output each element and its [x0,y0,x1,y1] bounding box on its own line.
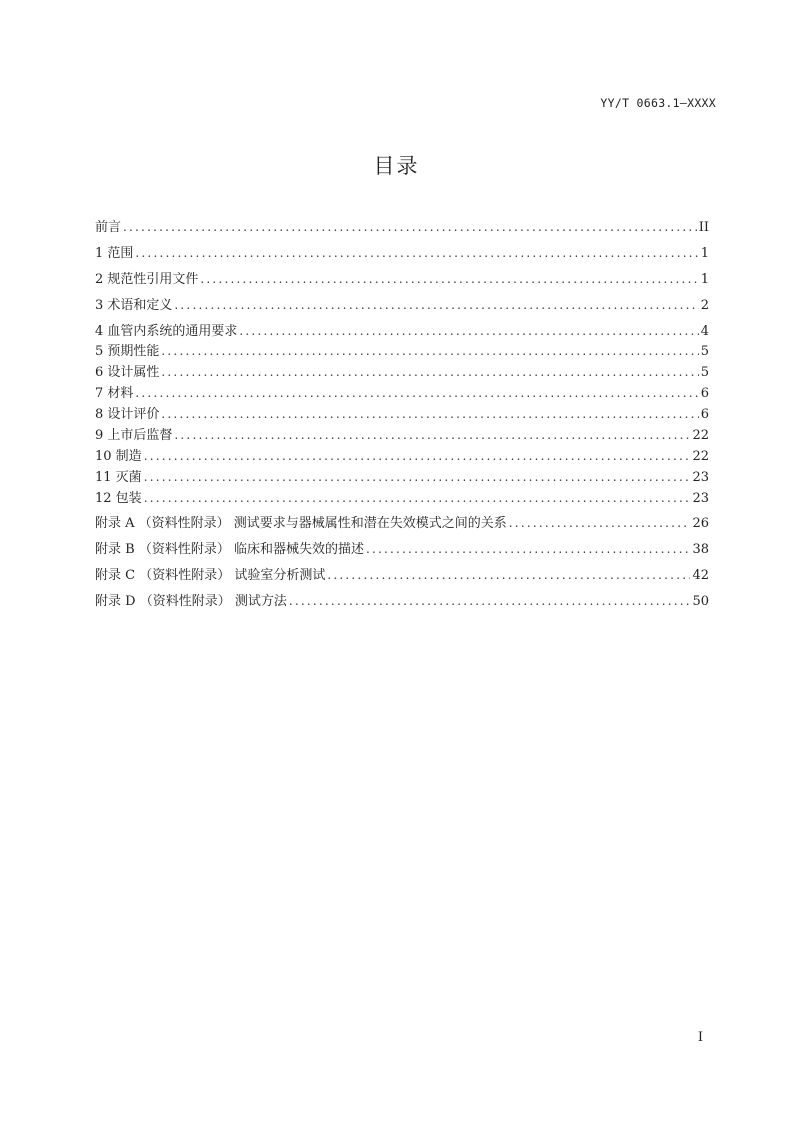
toc-leader-dots [135,244,698,262]
toc-leader-dots [144,468,691,486]
toc-entry-design-attributes[interactable] [95,363,709,381]
toc-leader-dots [123,218,697,236]
toc-entry-intended-performance[interactable] [95,342,709,360]
toc-leader-dots [239,322,698,340]
toc-entry-label: 1 范围 [95,246,134,261]
toc-entry-scope[interactable] [95,244,709,262]
toc-entry-foreword[interactable] [95,218,709,236]
page-title: 目录 [373,154,420,178]
toc-entry-label: 11 灭菌 [95,470,142,485]
toc-entry-label: 前言 [95,220,122,235]
toc-entry-label: 8 设计评价 [95,407,160,422]
toc-entry-general-requirements[interactable] [95,322,709,340]
toc-entry-label: 附录 C （资料性附录） 试验室分析测试 [95,568,326,583]
toc-entry-page: 6 [700,386,709,401]
toc-entry-label: 3 术语和定义 [95,298,173,313]
toc-entry-page: 1 [700,246,709,261]
toc-entry-page: 1 [700,272,709,287]
toc-entry-page: 38 [692,542,709,557]
toc-entry-page: 23 [692,470,709,485]
toc-entry-annex-b[interactable] [95,540,709,558]
toc-leader-dots [144,447,691,465]
toc-entry-label: 12 包装 [95,491,142,506]
toc-entry-manufacturing[interactable] [95,447,709,465]
toc-entry-label: 4 血管内系统的通用要求 [95,324,238,339]
toc-entry-page: 26 [692,516,709,531]
toc-entry-page: 4 [700,324,709,339]
toc-entry-page: 42 [692,568,709,583]
toc-entry-materials[interactable] [95,384,709,402]
toc-leader-dots [135,384,698,402]
toc-entry-page: 5 [700,344,709,359]
toc-entry-terms-definitions[interactable] [95,296,709,314]
toc-entry-page: II [698,220,709,235]
toc-leader-dots [161,342,698,360]
toc-entry-normative-references[interactable] [95,270,709,288]
toc-entry-sterilization[interactable] [95,468,709,486]
toc-entry-label: 附录 A （资料性附录） 测试要求与器械属性和潜在失效模式之间的关系 [95,516,507,531]
toc-leader-dots [509,514,691,532]
toc-entry-packaging[interactable] [95,489,709,507]
toc-entry-label: 附录 B （资料性附录） 临床和器械失效的描述 [95,542,364,557]
toc-entry-page: 22 [692,428,709,443]
toc-entry-page: 2 [700,298,709,313]
toc-entry-label: 9 上市后监督 [95,428,173,443]
toc-entry-label: 7 材料 [95,386,134,401]
toc-leader-dots [327,566,690,584]
toc-entry-design-evaluation[interactable] [95,405,709,423]
toc-leader-dots [289,592,691,610]
toc-entry-page: 5 [700,365,709,380]
page-number: I [697,1030,703,1045]
toc-entry-page: 22 [692,449,709,464]
toc-entry-page: 6 [700,407,709,422]
toc-leader-dots [144,489,691,507]
toc-entry-annex-c[interactable] [95,566,709,584]
toc-leader-dots [174,296,698,314]
toc-leader-dots [366,540,691,558]
toc-leader-dots [161,405,698,423]
toc-entry-page: 23 [692,491,709,506]
toc-leader-dots [174,426,690,444]
toc-entry-post-market[interactable] [95,426,709,444]
toc-entry-label: 2 规范性引用文件 [95,272,199,287]
toc-entry-page: 50 [692,594,709,609]
toc-entry-label: 6 设计属性 [95,365,160,380]
toc-leader-dots [200,270,698,288]
toc-entry-label: 附录 D （资料性附录） 测试方法 [95,594,287,609]
toc-entry-label: 10 制造 [95,449,142,464]
toc-leader-dots [161,363,698,381]
toc-entry-annex-a[interactable] [95,514,709,532]
toc-entry-label: 5 预期性能 [95,344,160,359]
document-code: YY/T 0663.1—XXXX [600,96,716,110]
toc-entry-annex-d[interactable] [95,592,709,610]
